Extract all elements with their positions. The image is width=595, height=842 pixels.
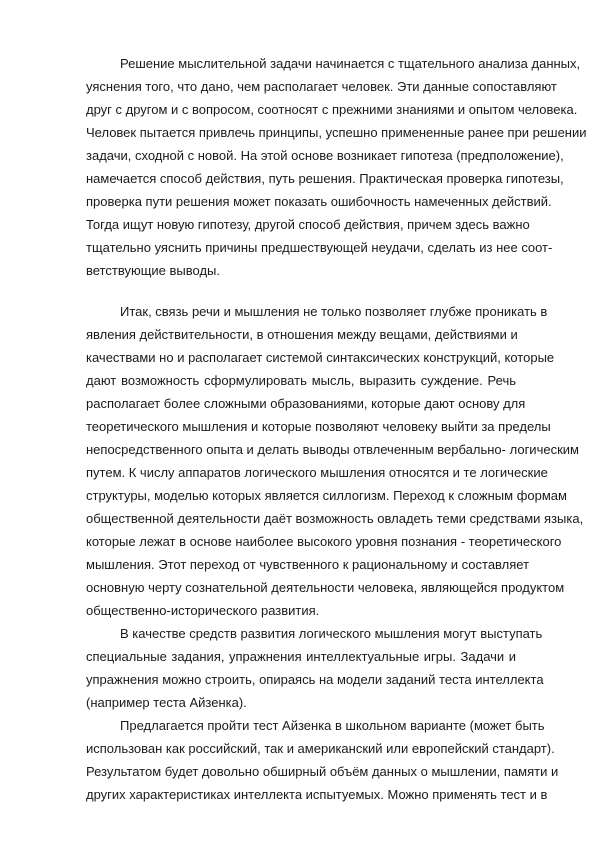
paragraph-2-line: которые лежат в основе наиболее высокого уровня познания - теоретического — [86, 534, 562, 549]
paragraph-1-line: тщательно уяснить причины предшествующей неудачи, сделать из нее сoот- — [86, 240, 553, 255]
paragraph-2-line: структуры, моделью которых является силлогизм. Переход к сложным формам — [86, 488, 567, 503]
paragraph-2-line: явления действительности, в отношения между вещами, действиями и — [86, 327, 518, 342]
paragraph-3-line: упражнения можно строить, опираясь на модели заданий теста интеллекта — [86, 672, 544, 687]
paragraph-2-line: Итак, связь речи и мышления не только позволяет глубже проникать в — [120, 304, 548, 319]
paragraph-2-line: дают возможность сформулировать мысль, выразить суждение. Речь — [86, 373, 516, 388]
paragraph-1-line: Человек пытается привлечь принципы, успешно примененные ранее при решении — [86, 125, 587, 140]
paragraph-1-line: задачи, сходной с новой. На этой основе возникает гипотеза (предположение), — [86, 148, 564, 163]
paragraph-1-line: намечается способ действия, путь решения. Практическая проверка гипотезы, — [86, 171, 564, 186]
paragraph-2-line: общественно-исторического развития. — [86, 603, 320, 618]
paragraph-1-line: Тогда ищут новую гипотезу, другой способ действия, причем здесь важно — [86, 217, 530, 232]
paragraph-2-line: мышления. Этот переход от чувственного к рациональному и составляет — [86, 557, 530, 572]
paragraph-4-line: других характеристиках интеллекта испытуемых. Можно применять тест и в — [86, 787, 548, 802]
paragraph-2-line: общественной деятельности даёт возможность овладеть теми средствами языка, — [86, 511, 584, 526]
paragraph-2-line: располагает более сложными образованиями, которые дают основу для — [86, 396, 526, 411]
paragraph-4-line: использован как российский, так и американский или европейский стандарт). — [86, 741, 555, 756]
paragraph-2-line: путем. К числу аппаратов логического мышления относятся и те логические — [86, 465, 548, 480]
paragraph-4-line: Результатом будет довольно обширный объём данных о мышлении, памяти и — [86, 764, 559, 779]
paragraph-3-line: (например теста Айзенка). — [86, 695, 247, 710]
paragraph-1-line: ветствующие выводы. — [86, 263, 220, 278]
paragraph-2-line: качествами но и располагает системой синтаксических конструкций, которые — [86, 350, 555, 365]
paragraph-2-line: основную черту сознательной деятельности человека, являющейся продуктом — [86, 580, 565, 595]
paragraph-3-line: специальные задания, упражнения интеллектуальные игры. Задачи и — [86, 649, 516, 664]
paragraph-1-line: проверка пути решения может показать ошибочность намеченных действий. — [86, 194, 552, 209]
paragraph-3-line: В качестве средств развития логического мышления могут выступать — [120, 626, 543, 641]
paragraph-1-line: Решение мыслительной задачи начинается с тщательного анализа данных, — [120, 56, 581, 71]
paragraph-2-line: непосредственного опыта и делать выводы отвлеченным вербально- логическим — [86, 442, 579, 457]
paragraph-1-line: друг с другом и с вопросом, соотносят с прежними знаниями и опытом человека. — [86, 102, 578, 117]
paragraph-2-line: теоретического мышления и которые позволяют человеку выйти за пределы — [86, 419, 551, 434]
paragraph-1-line: уяснения того, что дано, чем располагает человек. Эти данные сопоставляют — [86, 79, 557, 94]
paragraph-4-line: Предлагается пройти тест Айзенка в школьном варианте (может быть — [120, 718, 545, 733]
